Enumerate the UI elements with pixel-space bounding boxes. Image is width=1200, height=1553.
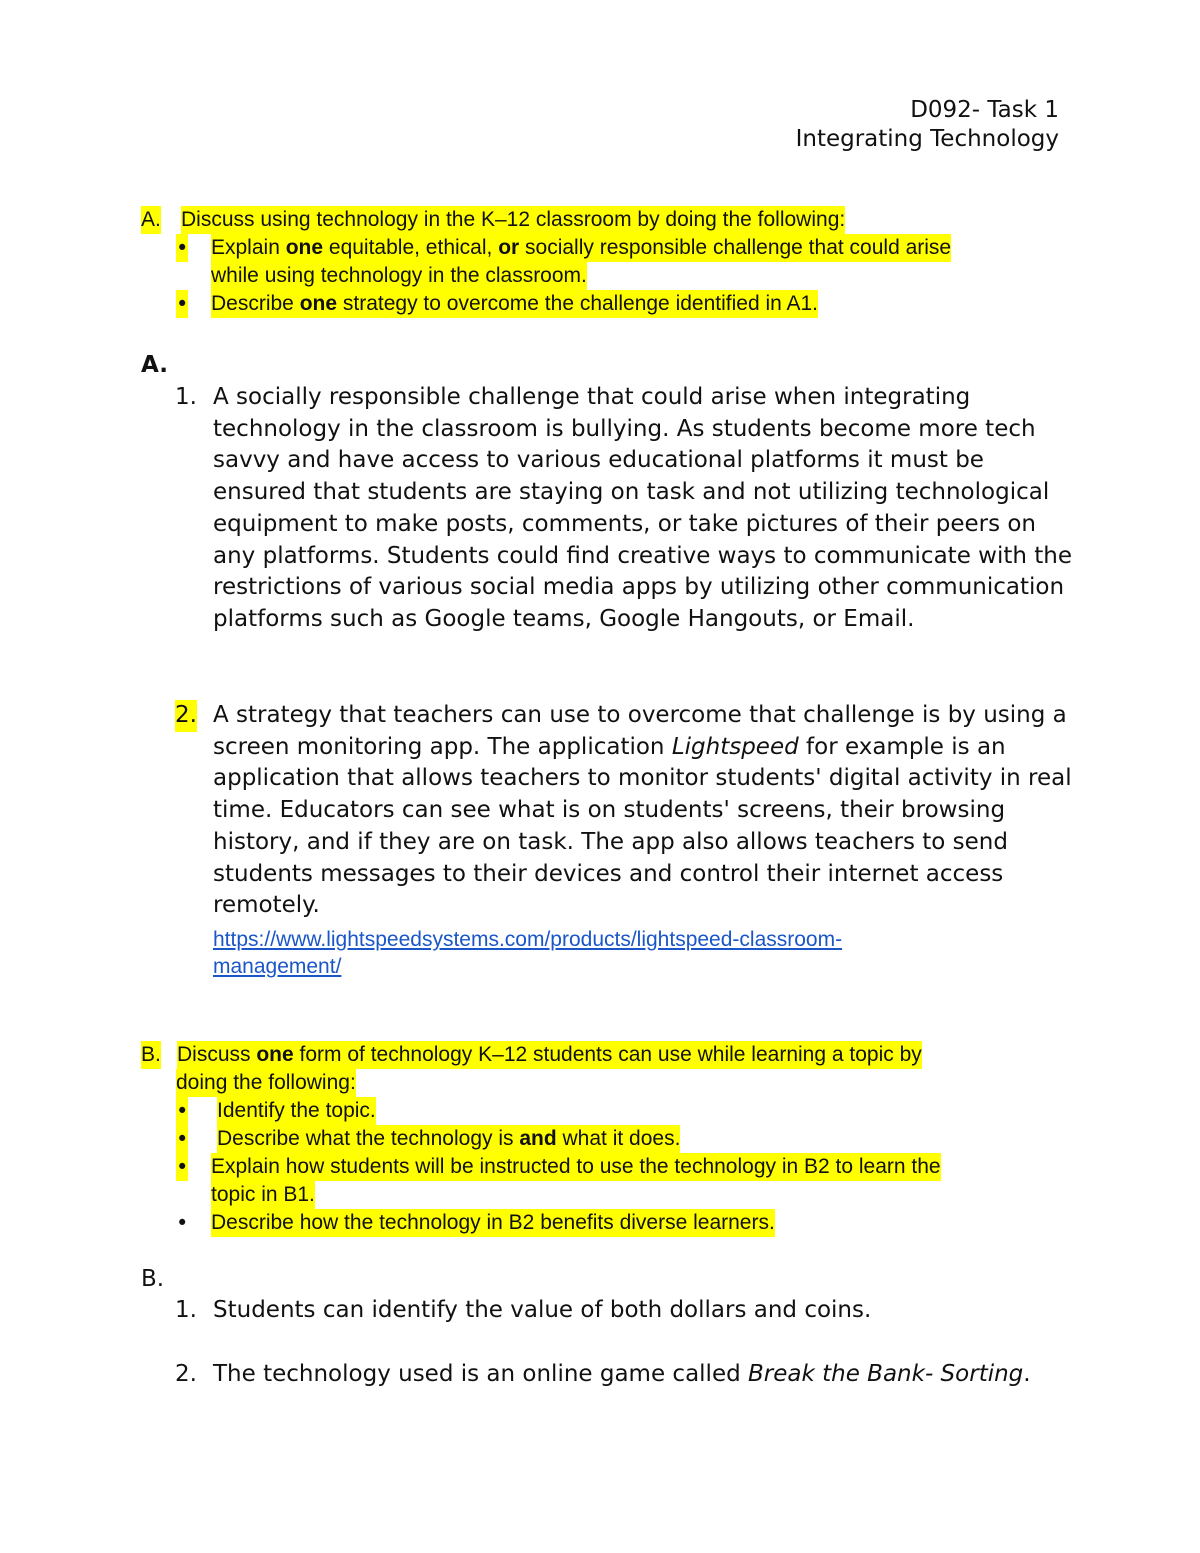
answer-b1-text: Students can identify the value of both dollars and coins. [213,1297,872,1323]
prompt-bullet [141,1153,1061,1181]
lightspeed-link[interactable]: https://www.lightspeedsystems.com/products/lightspeed-classroom- management/ [213,927,843,978]
list-number: 2. [175,700,197,732]
prompt-marker: A. [141,206,161,234]
bullet-icon: • [176,1099,189,1123]
answer-a1-text: A socially responsible challenge that could arise when integrating technology in the classroom is bullying. As students become more tech savvy and have access to various educational platforms it must be ensured that students are staying on task and not utilizing technological equipment to make posts, comments, or take pictures of their peers on any platforms. Students could find creative ways to communicate with the restrictions of various social media apps by utilizing other communication platforms such as Google teams, Google Hangouts, or Email. [213,384,1073,632]
document-header [796,96,1059,154]
prompt-marker: B. [141,1041,161,1069]
answer-b2-text: The technology used is an online game called Break the Bank- Sorting. [213,1361,1031,1387]
prompt-heading-continued: doing the following: [176,1069,356,1097]
section-b-prompt [141,1041,1061,1237]
prompt-bullet-text-continued: topic in B1. [211,1181,315,1209]
prompt-bullet [141,1097,1061,1125]
prompt-heading: Discuss using technology in the K–12 classroom by doing the following: [181,206,845,234]
section-a-label: A. [141,352,168,378]
bullet-icon: • [176,1155,189,1179]
prompt-heading: Discuss one form of technology K–12 students can use while learning a topic by [177,1041,922,1069]
section-a-prompt [141,206,1061,318]
answer-a2-text: A strategy that teachers can use to overcome that challenge is by using a screen monitoring app. The application Lightspeed for example is an application that allows teachers to monitor students' digital activity in real time. Educators can see what is on students' screens, their browsing history, and if they are on task. The app also allows teachers to send students messages to their devices and control their internet access remotely. https://www.lightspeedsystems.com/products/lightspeed-classroom- management/ [213,702,1072,978]
section-b-label: B. [141,1266,165,1292]
prompt-bullet-text: Explain one equitable, ethical, or socially responsible challenge that could arise [211,234,951,262]
document-title: Integrating Technology [795,126,1059,152]
prompt-bullet-text: Identify the topic. [217,1097,376,1125]
prompt-bullet-text: Describe how the technology in B2 benefits diverse learners. [211,1209,775,1237]
prompt-bullet [141,234,1061,262]
bullet-icon: • [176,292,189,316]
prompt-bullet-text-continued: while using technology in the classroom. [211,262,587,290]
list-number: 1. [175,1297,197,1323]
list-number: 2. [175,1361,197,1387]
prompt-bullet [141,290,1061,318]
bullet-icon: • [176,1211,189,1235]
prompt-bullet [141,1125,1061,1153]
prompt-bullet [141,1209,1061,1237]
bullet-icon: • [176,1127,189,1151]
prompt-bullet-text: Explain how students will be instructed to use the technology in B2 to learn the [211,1153,941,1181]
prompt-bullet-text: Describe what the technology is and what it does. [217,1125,680,1153]
list-number: 1. [175,384,197,410]
course-code: D092- Task 1 [910,97,1059,123]
prompt-bullet-text: Describe one strategy to overcome the challenge identified in A1. [211,290,818,318]
bullet-icon: • [176,236,189,260]
